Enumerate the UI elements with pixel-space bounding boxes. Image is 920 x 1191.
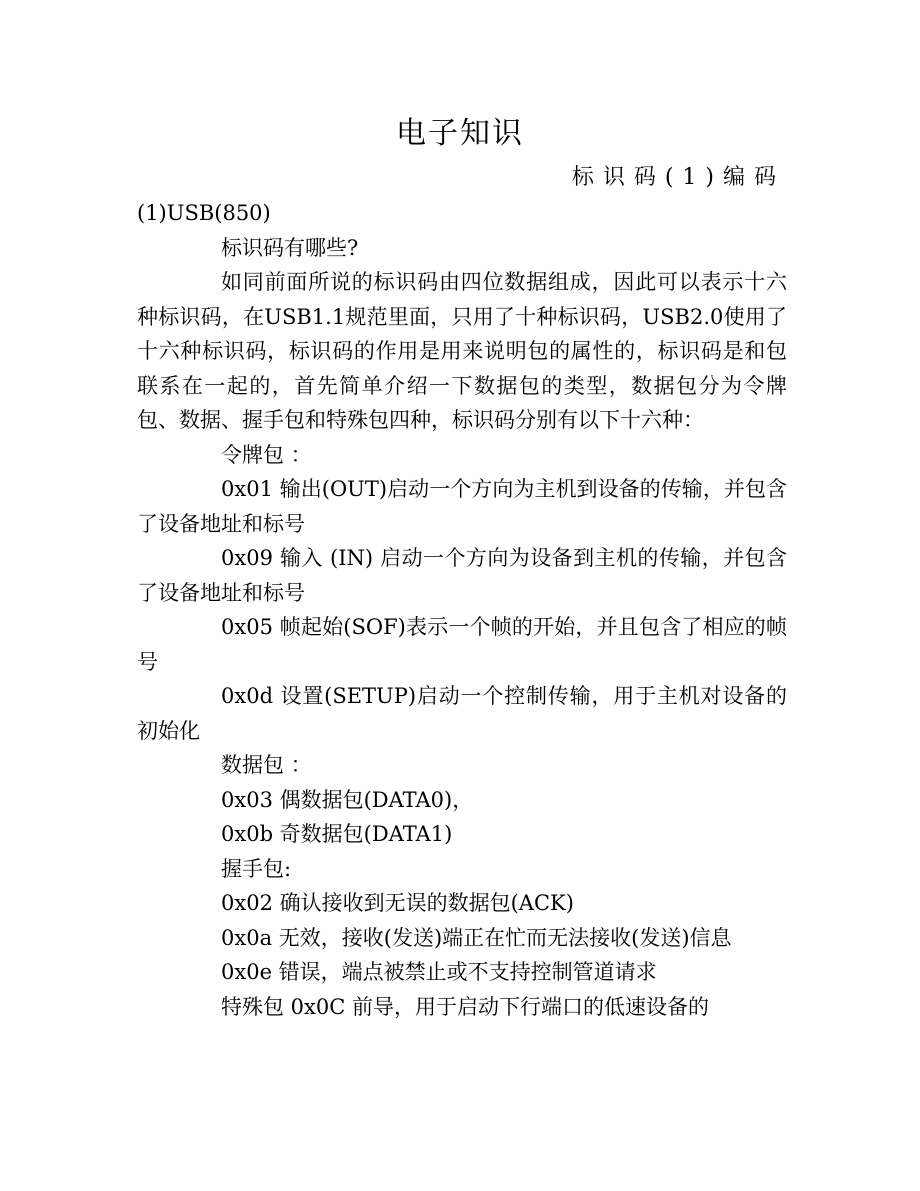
paragraph: 0x0e 错误，端点被禁止或不支持控制管道请求 [221,960,657,984]
document-subtitle: 标识码(1)编码 [571,165,785,190]
paragraph: 数据包 ： [221,753,312,777]
paragraph: 0x0d 设置(SETUP)启动一个控制传输，用于主机对设备的初始化 [137,684,787,743]
paragraph: 特殊包 0x0C 前导，用于启动下行端口的低速设备的 [221,994,709,1019]
paragraph: 0x02 确认接收到无误的数据包(ACK) [221,891,574,915]
paragraph: 如同前面所说的标识码由四位数据组成，因此可以表示十六种标识码，在USB1.1规范里面，只用了十种标识码，USB2.0使用了十六种标识码，标识码的作用是用来说明包的属性的，标识码是和包联系在一起的，首先简单介绍一下数据包的类型，数据包分为令牌包、数据、握手包和特殊包四种，标识码分别有以下十六种： [137,270,787,432]
paragraph: 0x03 偶数据包(DATA0)， [221,787,474,812]
paragraph: 标识码有哪些? [221,235,359,260]
paragraph: 0x05 帧起始(SOF)表示一个帧的开始，并且包含了相应的帧号 [137,615,787,674]
paragraph: 0x09 输入 (IN) 启动一个方向为设备到主机的传输，并包含了设备地址和标号 [137,546,787,605]
document-body [137,196,787,1024]
paragraph: 令牌包 ： [221,442,312,467]
paragraph: (1)USB(850) [137,201,271,225]
paragraph: 0x0a 无效，接收(发送)端正在忙而无法接收(发送)信息 [221,925,732,950]
paragraph: 0x01 输出(OUT)启动一个方向为主机到设备的传输，并包含了设备地址和标号 [137,477,787,536]
document-title: 电子知识 [396,116,524,151]
paragraph: 握手包: [221,856,292,881]
paragraph: 0x0b 奇数据包(DATA1) [221,822,453,846]
